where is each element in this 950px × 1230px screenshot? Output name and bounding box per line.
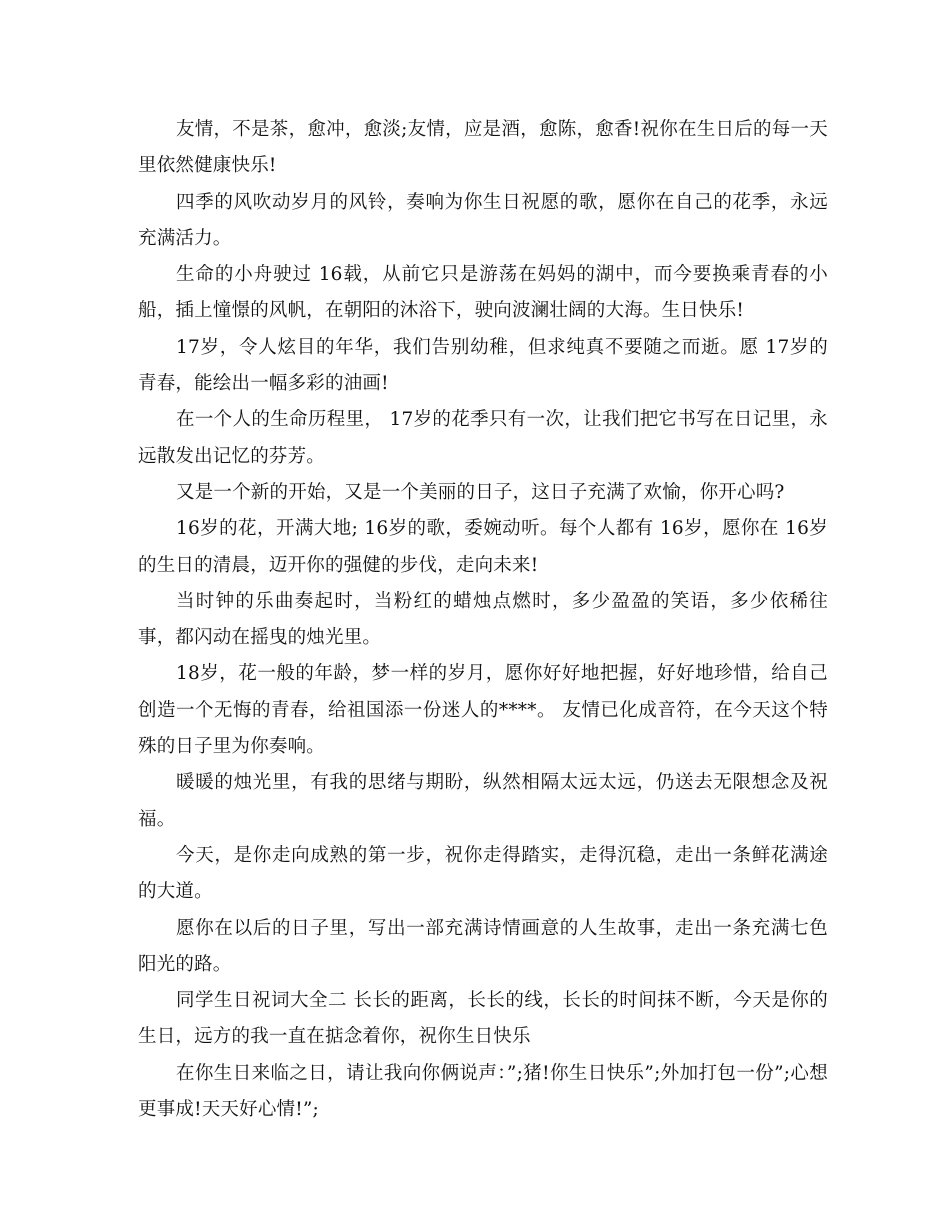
paragraph-four-seasons: 四季的风吹动岁月的风铃，奏响为你生日祝愿的歌，愿你在自己的花季，永远充满活力。 (138, 191, 828, 249)
paragraph-age-16-flower: 16岁的花，开满大地; 16岁的歌，委婉动听。每个人都有 16岁，愿你在 16岁的生日的清晨，迈开你的强健的步伐，走向未来! (138, 518, 828, 576)
document-body (138, 112, 828, 1128)
paragraph-friendship-tea-wine: 友情，不是茶，愈冲，愈淡;友情，应是酒，愈陈，愈香!祝你在生日后的每一天里依然健康快乐! (138, 119, 828, 177)
paragraph-clock-candles: 当时钟的乐曲奏起时，当粉红的蜡烛点燃时，多少盈盈的笑语，多少依稀往事，都闪动在摇曳的烛光里。 (138, 590, 828, 649)
paragraph-warm-candlelight: 暖暖的烛光里，有我的思绪与期盼，纵然相隔太远太远，仍送去无限想念及祝福。 (138, 772, 828, 830)
paragraph-age-17-painting: 17岁，令人炫目的年华，我们告别幼稚，但求纯真不要随之而逝。愿 17岁的青春，能绘出一幅多彩的油画! (138, 336, 828, 395)
paragraph-birthday-greeting: 在你生日来临之日，请让我向你俩说声：”;猪!你生日快乐”;外加打包一份”;心想更事成!天天好心情!”; (138, 1062, 828, 1121)
paragraph-age-18: 18岁，花一般的年龄，梦一样的岁月，愿你好好地把握，好好地珍惜，给自己创造一个无悔的青春，给祖国添一份迷人的****。 友情已化成音符，在今天这个特殊的日子里为你奏响。 (138, 663, 828, 758)
paragraph-new-beginning: 又是一个新的开始，又是一个美丽的日子，这日子充满了欢愉，你开心吗? (176, 481, 785, 503)
paragraph-classmate-birthday-2: 同学生日祝词大全二 长长的距离，长长的线，长长的时间抹不断，今天是你的生日，远方的我一直在掂念着你，祝你生日快乐 (138, 990, 828, 1048)
paragraph-little-boat: 生命的小舟驶过 16载，从前它只是游荡在妈妈的湖中，而今要换乘青春的小船，插上憧憬的风帆，在朝阳的沐浴下，驶向波澜壮阔的大海。生日快乐! (138, 264, 828, 322)
paragraph-future-days: 愿你在以后的日子里，写出一部充满诗情画意的人生故事，走出一条充满七色阳光的路。 (138, 917, 828, 975)
paragraph-first-step: 今天，是你走向成熟的第一步，祝你走得踏实，走得沉稳，走出一条鲜花满途的大道。 (138, 844, 828, 903)
paragraph-age-17-diary: 在一个人的生命历程里， 17岁的花季只有一次，让我们把它书写在日记里，永远散发出记忆的芬芳。 (138, 409, 828, 467)
